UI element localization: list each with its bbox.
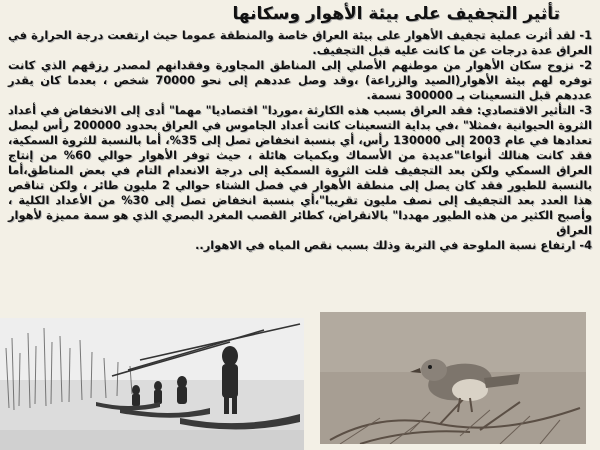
marsh-fishermen-photo (0, 318, 304, 450)
paragraph-3: 3- التأثير الاقتصادي: فقد العراق بسبب هذه الكارثة ،موردا" اقتصاديا" مهما" أدى إلى الانخفاض في أعداد الثروة الحيوانية ،فمثلا" ،في بداية التسعينات كانت أعداد الجاموس في العراق بحدود 200000 رأس ليصل تعدادها في عام 2003 إلى 130000 رأس، أي بنسبة انخفاض تصل إلى 35%، أما بالنسبة للثروة السمكية، فقد كانت هنالك أنواعا"عديدة من الأسماك وبكميات هائلة ، حيث توفر الأهوار حوالي 60% من إنتاج العراق السمكي ولكن بعد التجفيف قلت الثروة السمكية إلى درجة الانعدام التام في بعض المناطق،أما بالنسبة للطيور فقد كان يصل إلى منطقة الأهوار في فصل الشتاء حوالي 2 مليون طائر ، ولكن تناقص هذا العدد بعد التجفيف إلى نصف مليون تقريبا"،أي بنسبة انخفاض تصل إلى 30% من الأعداد الكلية ، وأصبح الكثير من هذه الطيور مهددا" بالانقراض، كطائر القصب المغرد البصري الذي هو سمة مميزة لأهوار العراق (8, 103, 593, 237)
paragraph-2: 2- نزوح سكان الأهوار من موطنهم الأصلي إلى المناطق المجاورة وفقدانهم لمصدر رزقهم الذي كانت توفره لهم بيئة الأهوار(الصيد والزراعة) ،وقد وصل عددهم إلى نحو 70000 شخص ، بعدما كان يقدر عددهم قبل التسعينات بـ 300000 نسمة. (8, 58, 592, 102)
body-text (8, 28, 592, 253)
paragraph-1: 1- لقد أثرت عملية تجفيف الأهوار على بيئة العراق خاصة والمنطقة عموما حيث ارتفعت درجة الحرارة في العراق عدة درجات عن ما كانت عليه قبل التجفيف. (8, 28, 592, 57)
paragraph-4: 4- ارتفاع نسبة الملوحة في التربة وذلك بسبب نقص المياه في الاهوار.. (195, 238, 592, 252)
basra-reed-warbler-photo (320, 312, 586, 444)
slide-title: تأثير التجفيف على بيئة الأهوار وسكانها (232, 4, 560, 24)
reed-warbler-illustration (320, 312, 586, 444)
marsh-fishermen-illustration (0, 318, 304, 450)
